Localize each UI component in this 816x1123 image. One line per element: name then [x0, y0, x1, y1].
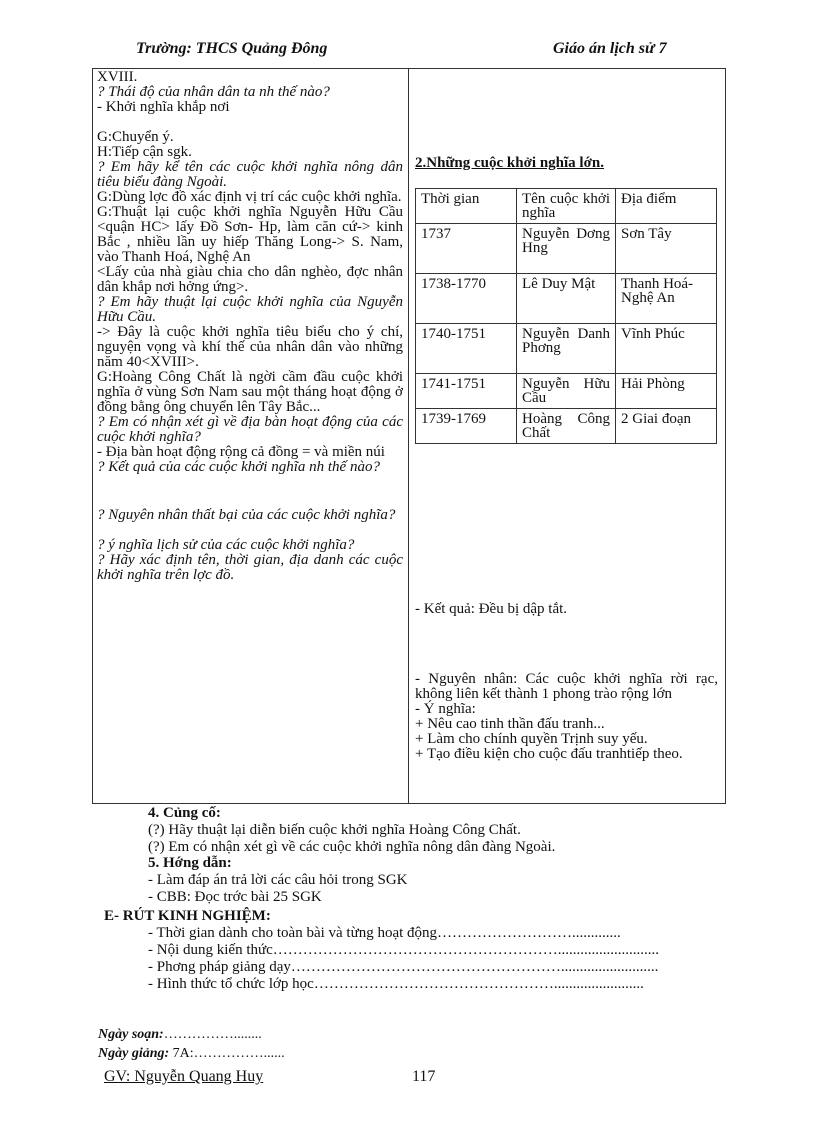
cause-text: - Nguyên nhân: Các cuộc khởi nghĩa rời rạc, không liên kết thành 1 phong trào rộng lớn	[415, 671, 718, 702]
table-row	[416, 409, 717, 444]
table-cell: Nguyễn Dơng Hng	[517, 224, 616, 274]
uprisings-table	[415, 188, 717, 444]
guidance-item: - Làm đáp án trả lời các câu hỏi trong SGK	[148, 872, 408, 888]
date-prepared: Ngày soạn:……………........	[98, 1027, 262, 1042]
table-row	[416, 274, 717, 324]
header-cell: Tên cuộc khởi nghĩa	[517, 189, 616, 224]
table-cell: Lê Duy Mật	[517, 274, 616, 324]
meaning-item: + Tạo điều kiện cho cuộc đấu tranhtiếp theo.	[415, 746, 683, 762]
consolidation-title: 4. Củng cố:	[148, 805, 221, 821]
table-cell: Vĩnh Phúc	[616, 324, 717, 374]
question-name-uprisings: ? Em hãy kể tên các cuộc khởi nghĩa nông dân tiêu biểu đàng Ngoài.	[97, 159, 403, 190]
consolidation-item: (?) Em có nhận xét gì về các cuộc khởi nghĩa nông dân đàng Ngoài.	[148, 839, 556, 855]
table-cell: 1739-1769	[416, 409, 517, 444]
answer-area: - Địa bàn hoạt động rộng cả đồng = và miền núi	[97, 444, 385, 460]
table-row	[416, 374, 717, 409]
table-cell: Thanh Hoá- Nghệ An	[616, 274, 717, 324]
table-cell: Nguyễn Hữu Cầu	[517, 374, 616, 409]
table-cell: 1737	[416, 224, 517, 274]
table-cell: 1741-1751	[416, 374, 517, 409]
experience-title: E- RÚT KINH NGHIỆM:	[104, 908, 271, 924]
experience-item: - Nội dung kiến thức…………………………………………………...........................	[148, 942, 660, 958]
cause-meaning-block	[415, 672, 718, 762]
student-approach: H:Tiếp cận sgk.	[97, 144, 192, 160]
experience-item: - Thời gian dành cho toàn bài và từng hoạt động……………………….............	[148, 925, 621, 941]
consolidation-item: (?) Hãy thuật lại diễn biến cuộc khởi nghĩa Hoàng Công Chất.	[148, 822, 521, 838]
teacher-map-use: G:Dùng lợc đồ xác định vị trí các cuộc khởi nghĩa.	[97, 189, 402, 205]
teacher-name: GV: Nguyễn Quang Huy	[104, 1068, 264, 1085]
school-name: Trường: THCS Quảng Đông	[136, 40, 328, 57]
table-cell: Hải Phòng	[616, 374, 717, 409]
table-row	[416, 324, 717, 374]
conclusion-typical: -> Đây là cuộc khởi nghĩa tiêu biểu cho ý chí, nguyện vọng và khí thế của nhân dân vào những năm 40<XVIII>.	[97, 324, 403, 370]
teacher-narration-note: <Lấy của nhà giàu chia cho dân nghèo, đợc nhân dân khắp nơi hởng ứng>.	[97, 264, 403, 295]
table-header-row	[416, 189, 717, 224]
answer-uprising-everywhere: - Khởi nghĩa khắp nơi	[97, 99, 230, 115]
question-meaning: ? ý nghĩa lịch sử của các cuộc khởi nghĩa?	[97, 537, 355, 553]
teacher-student-activities	[97, 70, 403, 583]
subject-title: Giáo án lịch sử 7	[553, 40, 667, 57]
text-line: XVIII.	[97, 69, 138, 85]
question-result: ? Kết quả của các cuộc khởi nghĩa nh thế nào?	[97, 459, 380, 475]
result-text: - Kết quả: Đều bị dập tắt.	[415, 601, 568, 617]
teacher-hoang-cong-chat: G:Hoàng Công Chất là ngời cầm đầu cuộc khởi nghĩa ở vùng Sơn Nam sau một tháng hoạt động ở đồng bằng ông chuyển lên Tây Bắc...	[97, 369, 403, 415]
question-map: ? Hãy xác định tên, thời gian, địa danh các cuộc khởi nghĩa trên lợc đồ.	[97, 552, 403, 583]
date-taught: Ngày giảng: 7A:……………......	[98, 1046, 285, 1061]
table-row	[416, 224, 717, 274]
meaning-item: + Nêu cao tinh thần đấu tranh...	[415, 716, 605, 732]
header-cell: Địa điểm	[616, 189, 717, 224]
teacher-transition: G:Chuyển ý.	[97, 129, 174, 145]
experience-item: - Hình thức tổ chức lớp học…………………………………………........................	[148, 976, 644, 992]
question-retell: ? Em hãy thuật lại cuộc khởi nghĩa của Nguyễn Hữu Cầu.	[97, 294, 403, 325]
question-attitude: ? Thái độ của nhân dân ta nh thế nào?	[97, 84, 330, 100]
experience-item: - Phơng pháp giảng dạy………………………………………………..........................	[148, 959, 659, 975]
header-cell: Thời gian	[416, 189, 517, 224]
table-cell: Hoàng Công Chất	[517, 409, 616, 444]
teacher-narration: G:Thuật lại cuộc khởi nghĩa Nguyễn Hữu Cầu <quận HC> lấy Đồ Sơn- Hp, làm căn cứ-> kinh Bắc , nhiều lần uy hiếp Thăng Long-> S. Nam, vào Thanh Hoá, Nghệ An	[97, 204, 403, 265]
table-cell: 2 Giai đoạn	[616, 409, 717, 444]
section-title: 2.Những cuộc khởi nghĩa lớn.	[415, 155, 605, 171]
table-cell: Nguyễn Danh Phơng	[517, 324, 616, 374]
question-cause: ? Nguyên nhân thất bại của các cuộc khởi nghĩa?	[97, 507, 396, 523]
question-area: ? Em có nhận xét gì về địa bàn hoạt động của các cuộc khởi nghĩa?	[97, 414, 403, 445]
page-number: 117	[412, 1068, 436, 1085]
table-cell: 1740-1751	[416, 324, 517, 374]
guidance-title: 5. Hớng dẫn:	[148, 855, 232, 871]
meaning-item: + Làm cho chính quyền Trịnh suy yếu.	[415, 731, 648, 747]
guidance-item: - CBB: Đọc trớc bài 25 SGK	[148, 889, 322, 905]
table-cell: Sơn Tây	[616, 224, 717, 274]
meaning-title: - Ý nghĩa:	[415, 701, 476, 717]
table-cell: 1738-1770	[416, 274, 517, 324]
column-divider	[408, 68, 409, 804]
